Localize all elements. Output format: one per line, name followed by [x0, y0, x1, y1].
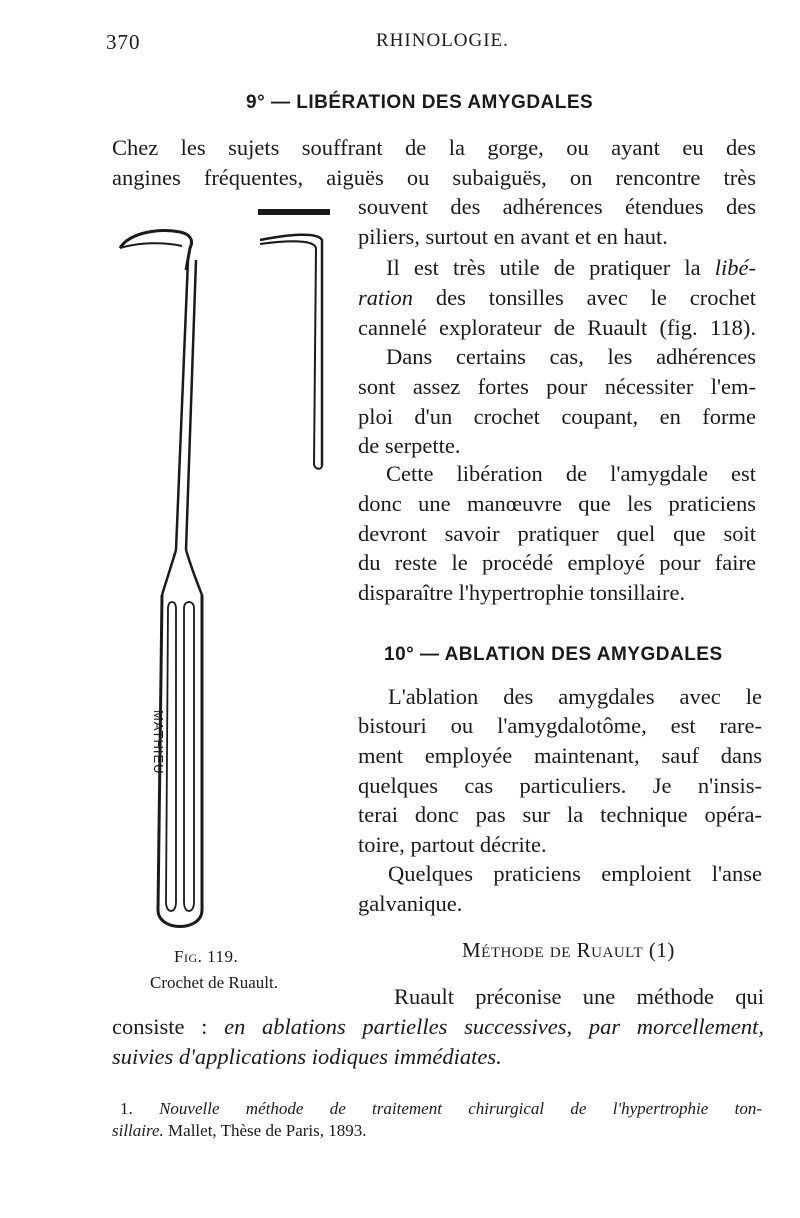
method-heading: [462, 938, 675, 963]
section-10-paragraph-2: [358, 859, 762, 919]
text-fragment: Il est très utile de pratiquer la: [386, 255, 715, 280]
section-9-paragraph-4: [358, 459, 756, 608]
text-line: [358, 283, 756, 313]
text-fragment: consiste :: [112, 1013, 225, 1039]
text-line: galvanique.: [358, 890, 463, 916]
text-line: Chez les sujets souffrant de la gorge, ou ayant eu des: [112, 135, 756, 160]
section-10-heading: 10° — ABLATION DES AMYGDALES: [384, 644, 723, 665]
text-line: de serpette.: [358, 433, 461, 459]
footnote-line: [112, 1120, 762, 1142]
section-9-paragraph-3: [358, 342, 756, 461]
italic-term: libé-: [714, 255, 756, 280]
text-line: angines fréquentes, aiguës ou subaiguës, on rencontre très: [112, 164, 756, 190]
text-line: Quelques praticiens emploient l'anse: [388, 861, 762, 886]
text-line: [358, 253, 756, 283]
section-9-paragraph-1-continued: [358, 192, 756, 252]
text-line: toire, partout décrite.: [358, 832, 547, 858]
footnote: [112, 1098, 762, 1142]
text-line: bistouri ou l'amygdalotôme, est rare-: [358, 713, 762, 738]
italic-text: sillaire.: [112, 1121, 164, 1140]
italic-term: ration: [358, 284, 414, 310]
section-9-heading: 9° — LIBÉRATION DES AMYGDALES: [246, 92, 594, 113]
text-line: sont assez fortes pour nécessiter l'em-: [358, 373, 756, 399]
footnote-number: 1.: [120, 1099, 133, 1118]
text-line: donc une manœuvre que les praticiens: [358, 490, 756, 516]
text-line: piliers, surtout en avant et en haut.: [358, 223, 668, 249]
text-line: [112, 1042, 764, 1072]
ruault-hook-illustration: [110, 190, 340, 950]
section-10-paragraph-1: [358, 711, 762, 860]
figure-label: Fig. 119.: [174, 947, 239, 966]
section-9-paragraph-1: [112, 133, 756, 193]
section-9-paragraph-2: [358, 253, 756, 342]
page-number: 370: [106, 30, 141, 54]
text-line: quelques cas particuliers. Je n'insis-: [358, 772, 762, 798]
text-line: Dans certains cas, les adhérences: [386, 344, 756, 369]
text-line: disparaître l'hypertrophie tonsillaire.: [358, 580, 686, 606]
text-line: devront savoir pratiquer quel que soit: [358, 520, 756, 546]
method-title: Méthode de Ruault: [462, 938, 644, 962]
footnote-line: [112, 1098, 762, 1120]
section-10-paragraph-1-first: [388, 682, 762, 712]
footnote-reference: (1): [648, 938, 675, 962]
italic-text: en ablations partielles successives, par morcellement,: [224, 1013, 764, 1039]
text-fragment: Mallet, Thèse de Paris, 1893.: [163, 1121, 367, 1140]
running-title: RHINOLOGIE.: [376, 30, 509, 51]
figure-caption: [150, 944, 278, 996]
text-line: ploi d'un crochet coupant, en forme: [358, 403, 756, 429]
maker-engraving: MATHIEU: [151, 710, 166, 775]
italic-text: Nouvelle méthode de traitement chirurgical de l'hypertrophie ton-: [159, 1099, 762, 1118]
text-line: Ruault préconise une méthode qui: [394, 984, 764, 1009]
figure-caption-text: Crochet de Ruault.: [150, 973, 278, 992]
text-line: L'ablation des amygdales avec le: [388, 684, 762, 709]
text-line: ment employée maintenant, sauf dans: [358, 742, 762, 768]
text-line: [112, 1012, 764, 1042]
text-line: souvent des adhérences étendues des: [358, 194, 756, 219]
text-line: Cette libération de l'amygdale est: [386, 461, 756, 486]
text-line: cannelé explorateur de Ruault (fig. 118).: [358, 314, 756, 340]
text-fragment: des tonsilles avec le crochet: [413, 284, 756, 310]
text-line: terai donc pas sur la technique opéra-: [358, 802, 762, 828]
text-line: du reste le procédé employé pour faire: [358, 550, 756, 576]
italic-text: suivies d'applications iodiques immédiates.: [112, 1043, 502, 1069]
running-head: [0, 30, 800, 60]
